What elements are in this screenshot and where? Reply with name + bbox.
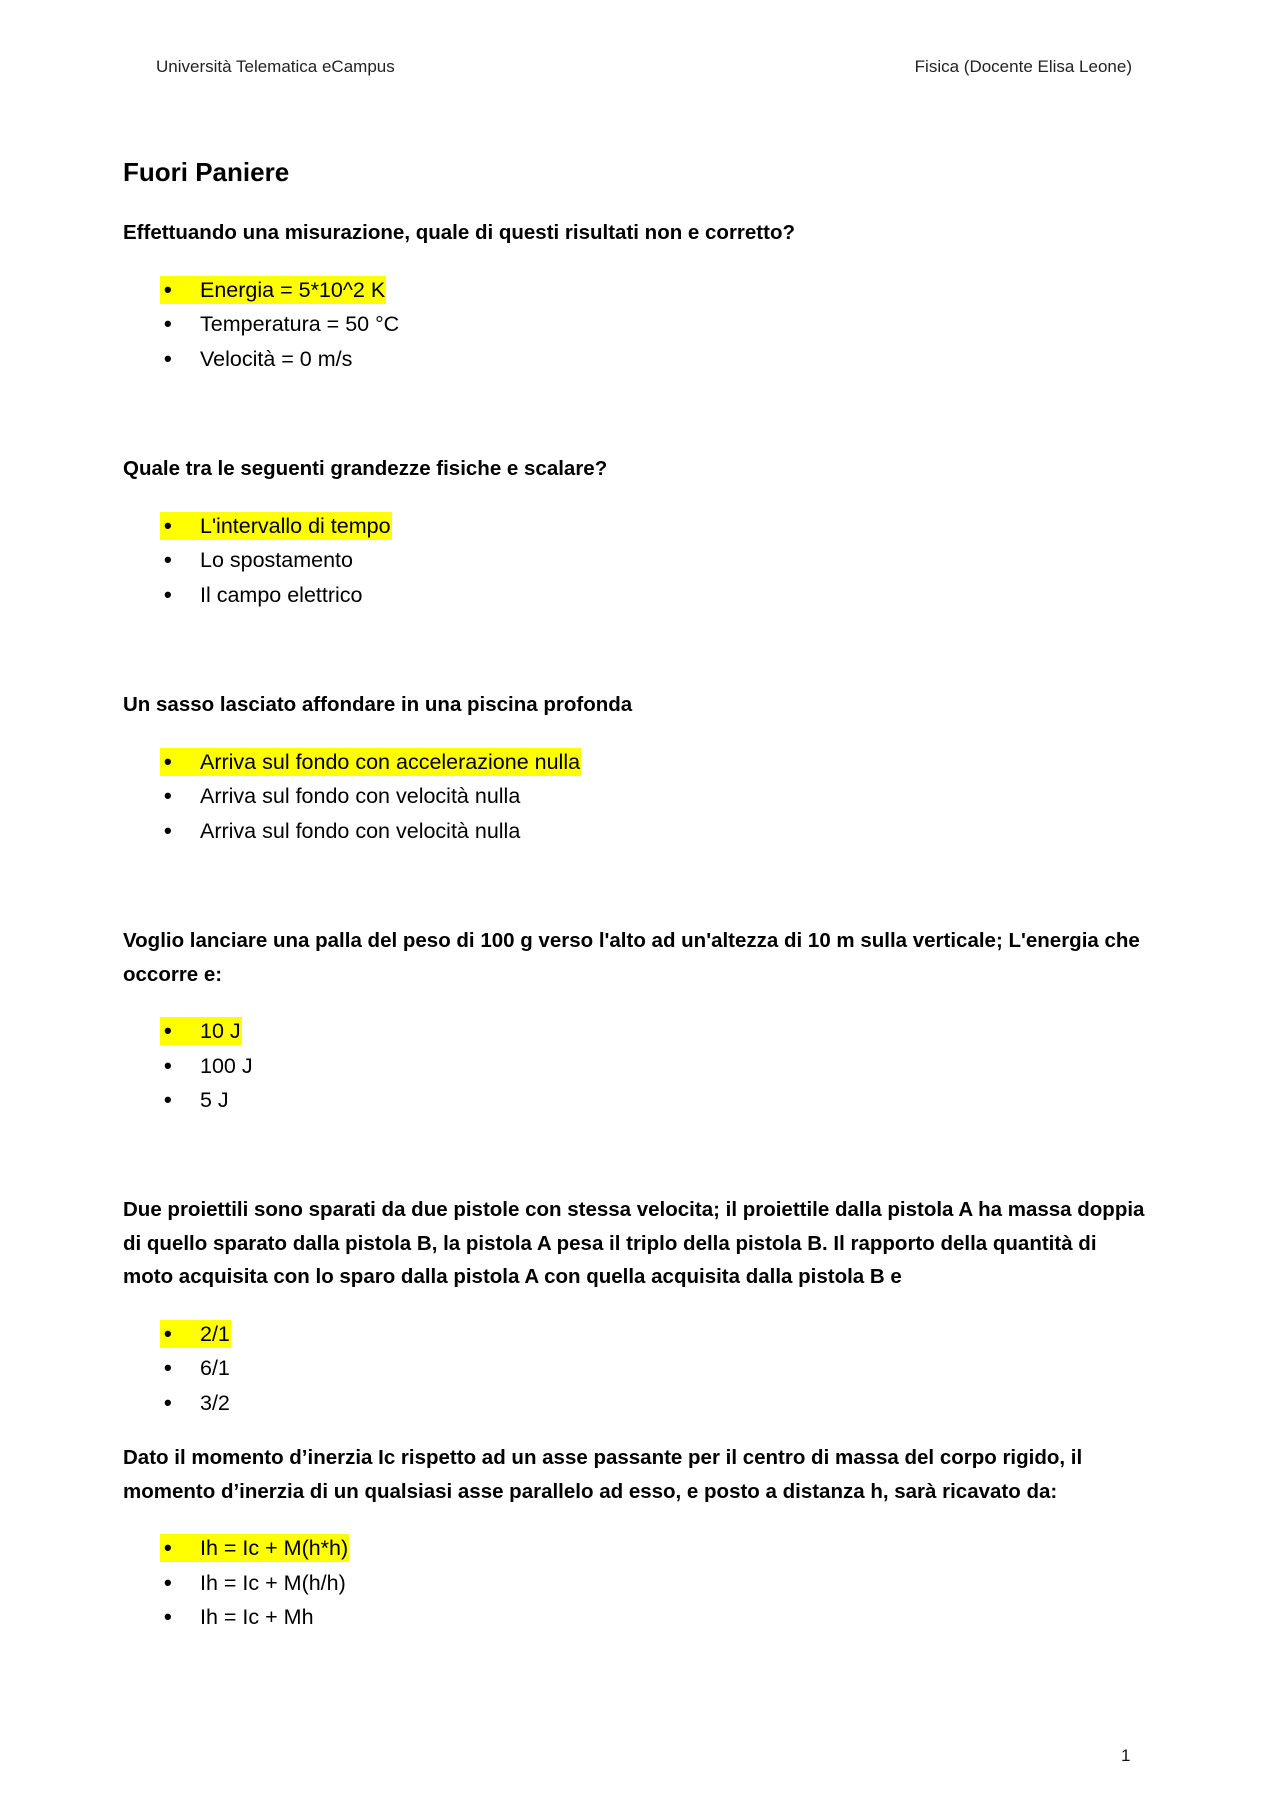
question-text xyxy=(123,688,1183,722)
answer-option xyxy=(160,1599,1183,1634)
question-line: momento d’inerzia di un qualsiasi asse parallelo ad esso, e posto a distanza h, sarà ricavato da: xyxy=(123,1479,1058,1503)
answer-highlight xyxy=(160,748,581,776)
answer-option xyxy=(160,812,1183,847)
answer-text: Ih = Ic + Mh xyxy=(200,1605,314,1630)
answer-highlight xyxy=(160,1569,347,1597)
answer-option xyxy=(160,1530,1183,1565)
bullet-icon: • xyxy=(164,276,172,302)
answer-text: Lo spostamento xyxy=(200,548,353,573)
answer-text: Arriva sul fondo con accelerazione nulla xyxy=(200,749,581,774)
bullet-icon: • xyxy=(164,1355,172,1381)
answer-option xyxy=(160,271,1183,306)
answer-option xyxy=(160,542,1183,577)
question-line: occorre e: xyxy=(123,962,223,986)
answer-option xyxy=(160,306,1183,341)
answer-highlight xyxy=(160,276,386,304)
answer-highlight xyxy=(160,581,364,609)
answer-option xyxy=(160,1047,1183,1082)
question-line: Effettuando una misurazione, quale di questi risultati non e corretto? xyxy=(123,221,796,244)
answer-option xyxy=(160,1564,1183,1599)
answer-text: 3/2 xyxy=(200,1390,230,1415)
answer-text: Arriva sul fondo con velocità nulla xyxy=(200,818,521,843)
page-number: 1 xyxy=(1121,1746,1131,1765)
bullet-icon: • xyxy=(164,817,172,843)
answer-highlight xyxy=(160,1320,231,1348)
answer-list xyxy=(123,271,1183,375)
answer-highlight xyxy=(160,817,521,845)
answer-highlight xyxy=(160,512,392,540)
answer-text: 100 J xyxy=(200,1053,253,1078)
answer-text: Il campo elettrico xyxy=(200,582,363,607)
answer-highlight xyxy=(160,345,353,373)
answer-highlight xyxy=(160,1354,231,1382)
bullet-icon: • xyxy=(164,1604,172,1630)
question-line: Quale tra le seguenti grandezze fisiche e scalare? xyxy=(123,457,608,480)
answer-list xyxy=(123,1013,1183,1117)
question-2 xyxy=(123,452,1183,611)
question-line: Un sasso lasciato affondare in una piscina profonda xyxy=(123,693,633,716)
header-course: Fisica (Docente Elisa Leone) xyxy=(914,57,1132,76)
bullet-icon: • xyxy=(164,783,172,809)
answer-highlight xyxy=(160,310,400,338)
bullet-icon: • xyxy=(164,512,172,538)
bullet-icon: • xyxy=(164,1320,172,1346)
answer-highlight xyxy=(160,1389,231,1417)
question-text xyxy=(123,216,1183,250)
bullet-icon: • xyxy=(164,547,172,573)
bullet-icon: • xyxy=(164,748,172,774)
question-line: Due proiettili sono sparati da due pistole con stessa velocita; il proiettile dalla pistola A ha massa doppia xyxy=(123,1198,1145,1221)
question-4 xyxy=(123,924,1183,1116)
bullet-icon: • xyxy=(164,1535,172,1561)
answer-option xyxy=(160,743,1183,778)
answer-text: Ih = Ic + M(h/h) xyxy=(200,1570,346,1595)
bullet-icon: • xyxy=(164,1018,172,1044)
question-text xyxy=(123,452,1183,486)
question-text xyxy=(123,1441,1183,1508)
answer-highlight xyxy=(160,1603,315,1631)
question-1 xyxy=(123,216,1183,375)
bullet-icon: • xyxy=(164,1087,172,1113)
answer-option xyxy=(160,1350,1183,1385)
question-3 xyxy=(123,688,1183,847)
bullet-icon: • xyxy=(164,1052,172,1078)
question-line: di quello sparato dalla pistola B, la pistola A pesa il triplo della pistola B. Il rapporto della quantità di xyxy=(123,1231,1097,1255)
answer-highlight xyxy=(160,1534,349,1562)
answer-text: Energia = 5*10^2 K xyxy=(200,277,386,302)
bullet-icon: • xyxy=(164,1569,172,1595)
answer-highlight xyxy=(160,1017,242,1045)
answer-option xyxy=(160,778,1183,813)
answer-text: Velocità = 0 m/s xyxy=(200,346,353,371)
answer-option xyxy=(160,1013,1183,1048)
answer-highlight xyxy=(160,546,354,574)
page-title: Fuori Paniere xyxy=(123,157,290,187)
question-line: moto acquisita con lo sparo dalla pistola A con quella acquisita dalla pistola B e xyxy=(123,1265,902,1289)
question-line: Dato il momento d’inerzia Ic rispetto ad un asse passante per il centro di massa del corpo rigido, il xyxy=(123,1446,1083,1469)
answer-text: 5 J xyxy=(200,1088,229,1113)
bullet-icon: • xyxy=(164,581,172,607)
answer-list xyxy=(123,1530,1183,1634)
answer-highlight xyxy=(160,1086,230,1114)
answer-highlight xyxy=(160,782,521,810)
answer-text: L'intervallo di tempo xyxy=(200,513,391,538)
answer-text: Temperatura = 50 °C xyxy=(200,312,400,337)
header-university: Università Telematica eCampus xyxy=(156,57,395,76)
question-5 xyxy=(123,1193,1183,1419)
answer-option xyxy=(160,340,1183,375)
question-6 xyxy=(123,1441,1183,1633)
answer-option xyxy=(160,507,1183,542)
answer-text: 6/1 xyxy=(200,1356,230,1381)
question-text xyxy=(123,924,1183,991)
bullet-icon: • xyxy=(164,311,172,337)
question-line: Voglio lanciare una palla del peso di 100 g verso l'alto ad un'altezza di 10 m sulla verticale; L'energia che xyxy=(123,929,1140,952)
answer-option xyxy=(160,1316,1183,1351)
bullet-icon: • xyxy=(164,1389,172,1415)
question-text xyxy=(123,1193,1183,1294)
answer-list xyxy=(123,507,1183,611)
answer-list xyxy=(123,743,1183,847)
bullet-icon: • xyxy=(164,345,172,371)
answer-text: 10 J xyxy=(200,1019,241,1044)
answer-highlight xyxy=(160,1052,254,1080)
answer-option xyxy=(160,576,1183,611)
answer-option xyxy=(160,1385,1183,1420)
answer-text: Ih = Ic + M(h*h) xyxy=(200,1536,349,1561)
answer-text: Arriva sul fondo con velocità nulla xyxy=(200,784,521,809)
answer-text: 2/1 xyxy=(200,1321,230,1346)
answer-list xyxy=(123,1316,1183,1420)
answer-option xyxy=(160,1082,1183,1117)
